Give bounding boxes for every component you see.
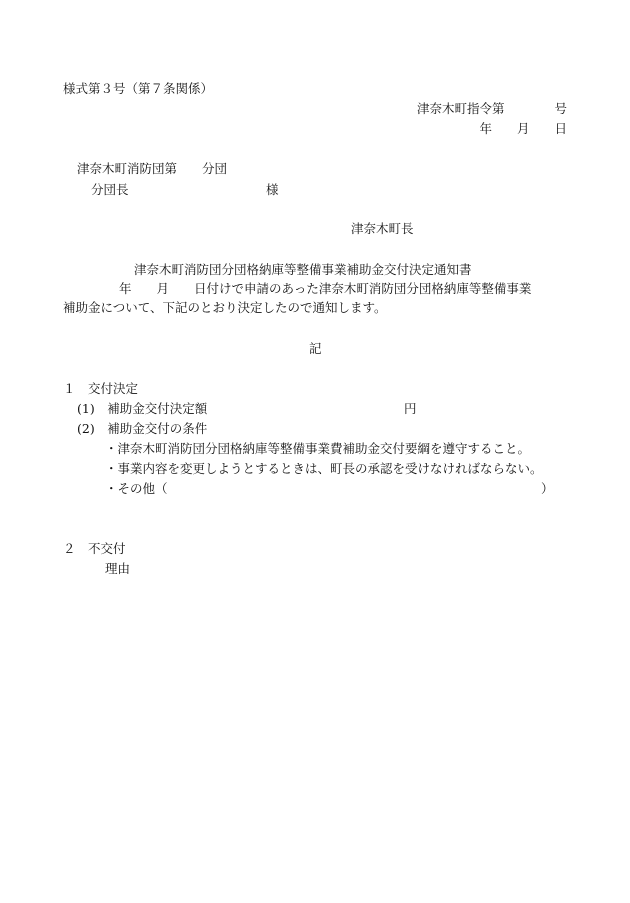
recipient-name: 分団長 様 (91, 182, 279, 197)
section2-heading: ２ 不交付 (63, 541, 126, 556)
document-number: 津奈木町指令第 号 (416, 101, 567, 116)
recipient-unit: 津奈木町消防団第 分団 (77, 161, 228, 176)
condition-1: ・津奈木町消防団分団格納庫等整備事業費補助金交付要綱を遵守すること。 (105, 441, 531, 456)
grant-amount-unit: 円 (404, 401, 417, 416)
ki-marker: 記 (309, 341, 322, 356)
form-label: 様式第３号（第７条関係） (63, 81, 214, 96)
condition-3-close: ） (541, 481, 554, 496)
section1-heading: １ 交付決定 (63, 381, 139, 396)
grant-amount-label: (1) 補助金交付決定額 (77, 401, 208, 416)
condition-3: ・その他（ (105, 481, 168, 496)
issuer-name: 津奈木町長 (351, 221, 414, 236)
grant-conditions-label: (2) 補助金交付の条件 (77, 421, 208, 436)
body-line-1: 年 月 日付けで申請のあった津奈木町消防団分団格納庫等整備事業 (119, 281, 532, 296)
body-line-2: 補助金について、下記のとおり決定したので通知します。 (63, 300, 387, 315)
issue-date: 年 月 日 (479, 121, 567, 136)
reason-label: 理由 (105, 561, 131, 576)
condition-2: ・事業内容を変更しようとするときは、町長の承認を受けなければならない。 (105, 461, 543, 476)
document-title: 津奈木町消防団分団格納庫等整備事業補助金交付決定通知書 (134, 262, 472, 277)
